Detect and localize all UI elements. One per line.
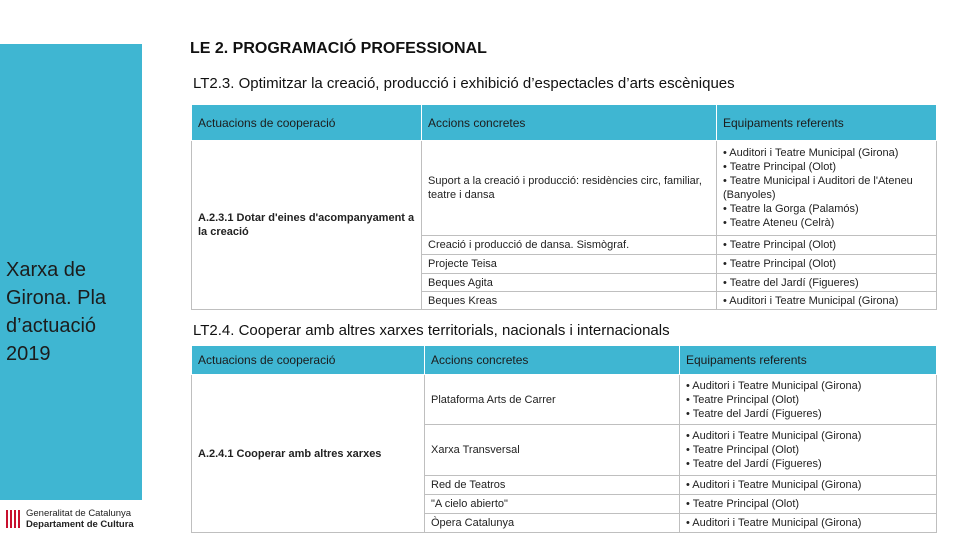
- actuacio-cell: A.2.4.1 Cooperar amb altres xarxes: [192, 375, 425, 533]
- equip-cell: • Teatre Principal (Olot): [717, 255, 937, 274]
- equip-cell: • Auditori i Teatre Municipal (Girona) • Teatre Principal (Olot) • Teatre del Jardí (Figueres): [680, 375, 937, 425]
- table-lt24: [191, 345, 937, 533]
- accio-cell: Beques Agita: [422, 274, 717, 292]
- accio-cell: Projecte Teisa: [422, 255, 717, 274]
- equip-cell: • Teatre Principal (Olot): [717, 236, 937, 255]
- equip-cell: • Auditori i Teatre Municipal (Girona) • Teatre Principal (Olot) • Teatre Municipal i Auditori de l'Ateneu (Banyoles) • Teatre la Gorga (Palamós) • Teatre Ateneu (Celrà): [717, 141, 937, 236]
- actuacio-cell: A.2.3.1 Dotar d'eines d'acompanyament a la creació: [192, 141, 422, 310]
- generalitat-logo-icon: [4, 508, 22, 530]
- header-actuacions: Actuacions de cooperació: [192, 346, 425, 375]
- table-header-row: [192, 105, 937, 141]
- equip-cell: • Teatre Principal (Olot): [680, 495, 937, 514]
- section-title-lt23: LT2.3. Optimitzar la creació, producció i exhibició d’espectacles d’arts escèniques: [193, 75, 735, 92]
- table-row: [192, 375, 937, 425]
- accio-cell: Creació i producció de dansa. Sismògraf.: [422, 236, 717, 255]
- accio-cell: Òpera Catalunya: [425, 514, 680, 533]
- equip-cell: • Auditori i Teatre Municipal (Girona): [680, 476, 937, 495]
- logo-line-2: Departament de Cultura: [26, 519, 134, 530]
- header-equipaments: Equipaments referents: [680, 346, 937, 375]
- accio-cell: Xarxa Transversal: [425, 425, 680, 476]
- logo-line-1: Generalitat de Catalunya: [26, 508, 132, 519]
- accio-cell: Beques Kreas: [422, 292, 717, 310]
- accio-cell: Red de Teatros: [425, 476, 680, 495]
- sidebar-title: Xarxa de Girona. Pla d’actuació 2019: [6, 259, 107, 365]
- header-actuacions: Actuacions de cooperació: [192, 105, 422, 141]
- header-accions: Accions concretes: [425, 346, 680, 375]
- accio-cell: Suport a la creació i producció: residències circ, familiar, teatre i dansa: [422, 141, 717, 236]
- equip-cell: • Auditori i Teatre Municipal (Girona): [717, 292, 937, 310]
- section-title-lt24: LT2.4. Cooperar amb altres xarxes territorials, nacionals i internacionals: [193, 322, 670, 339]
- equip-cell: • Auditori i Teatre Municipal (Girona): [680, 514, 937, 533]
- table-header-row: [192, 346, 937, 375]
- equip-cell: • Teatre del Jardí (Figueres): [717, 274, 937, 292]
- header-equipaments: Equipaments referents: [717, 105, 937, 141]
- header-accions: Accions concretes: [422, 105, 717, 141]
- table-row: [192, 141, 937, 236]
- equip-cell: • Auditori i Teatre Municipal (Girona) • Teatre Principal (Olot) • Teatre del Jardí (Figueres): [680, 425, 937, 476]
- accio-cell: "A cielo abierto": [425, 495, 680, 514]
- generalitat-logo: [4, 508, 144, 534]
- page-title: LE 2. PROGRAMACIÓ PROFESSIONAL: [190, 40, 487, 57]
- accio-cell: Plataforma Arts de Carrer: [425, 375, 680, 425]
- table-lt23: [191, 104, 937, 310]
- sidebar-panel: [0, 44, 142, 500]
